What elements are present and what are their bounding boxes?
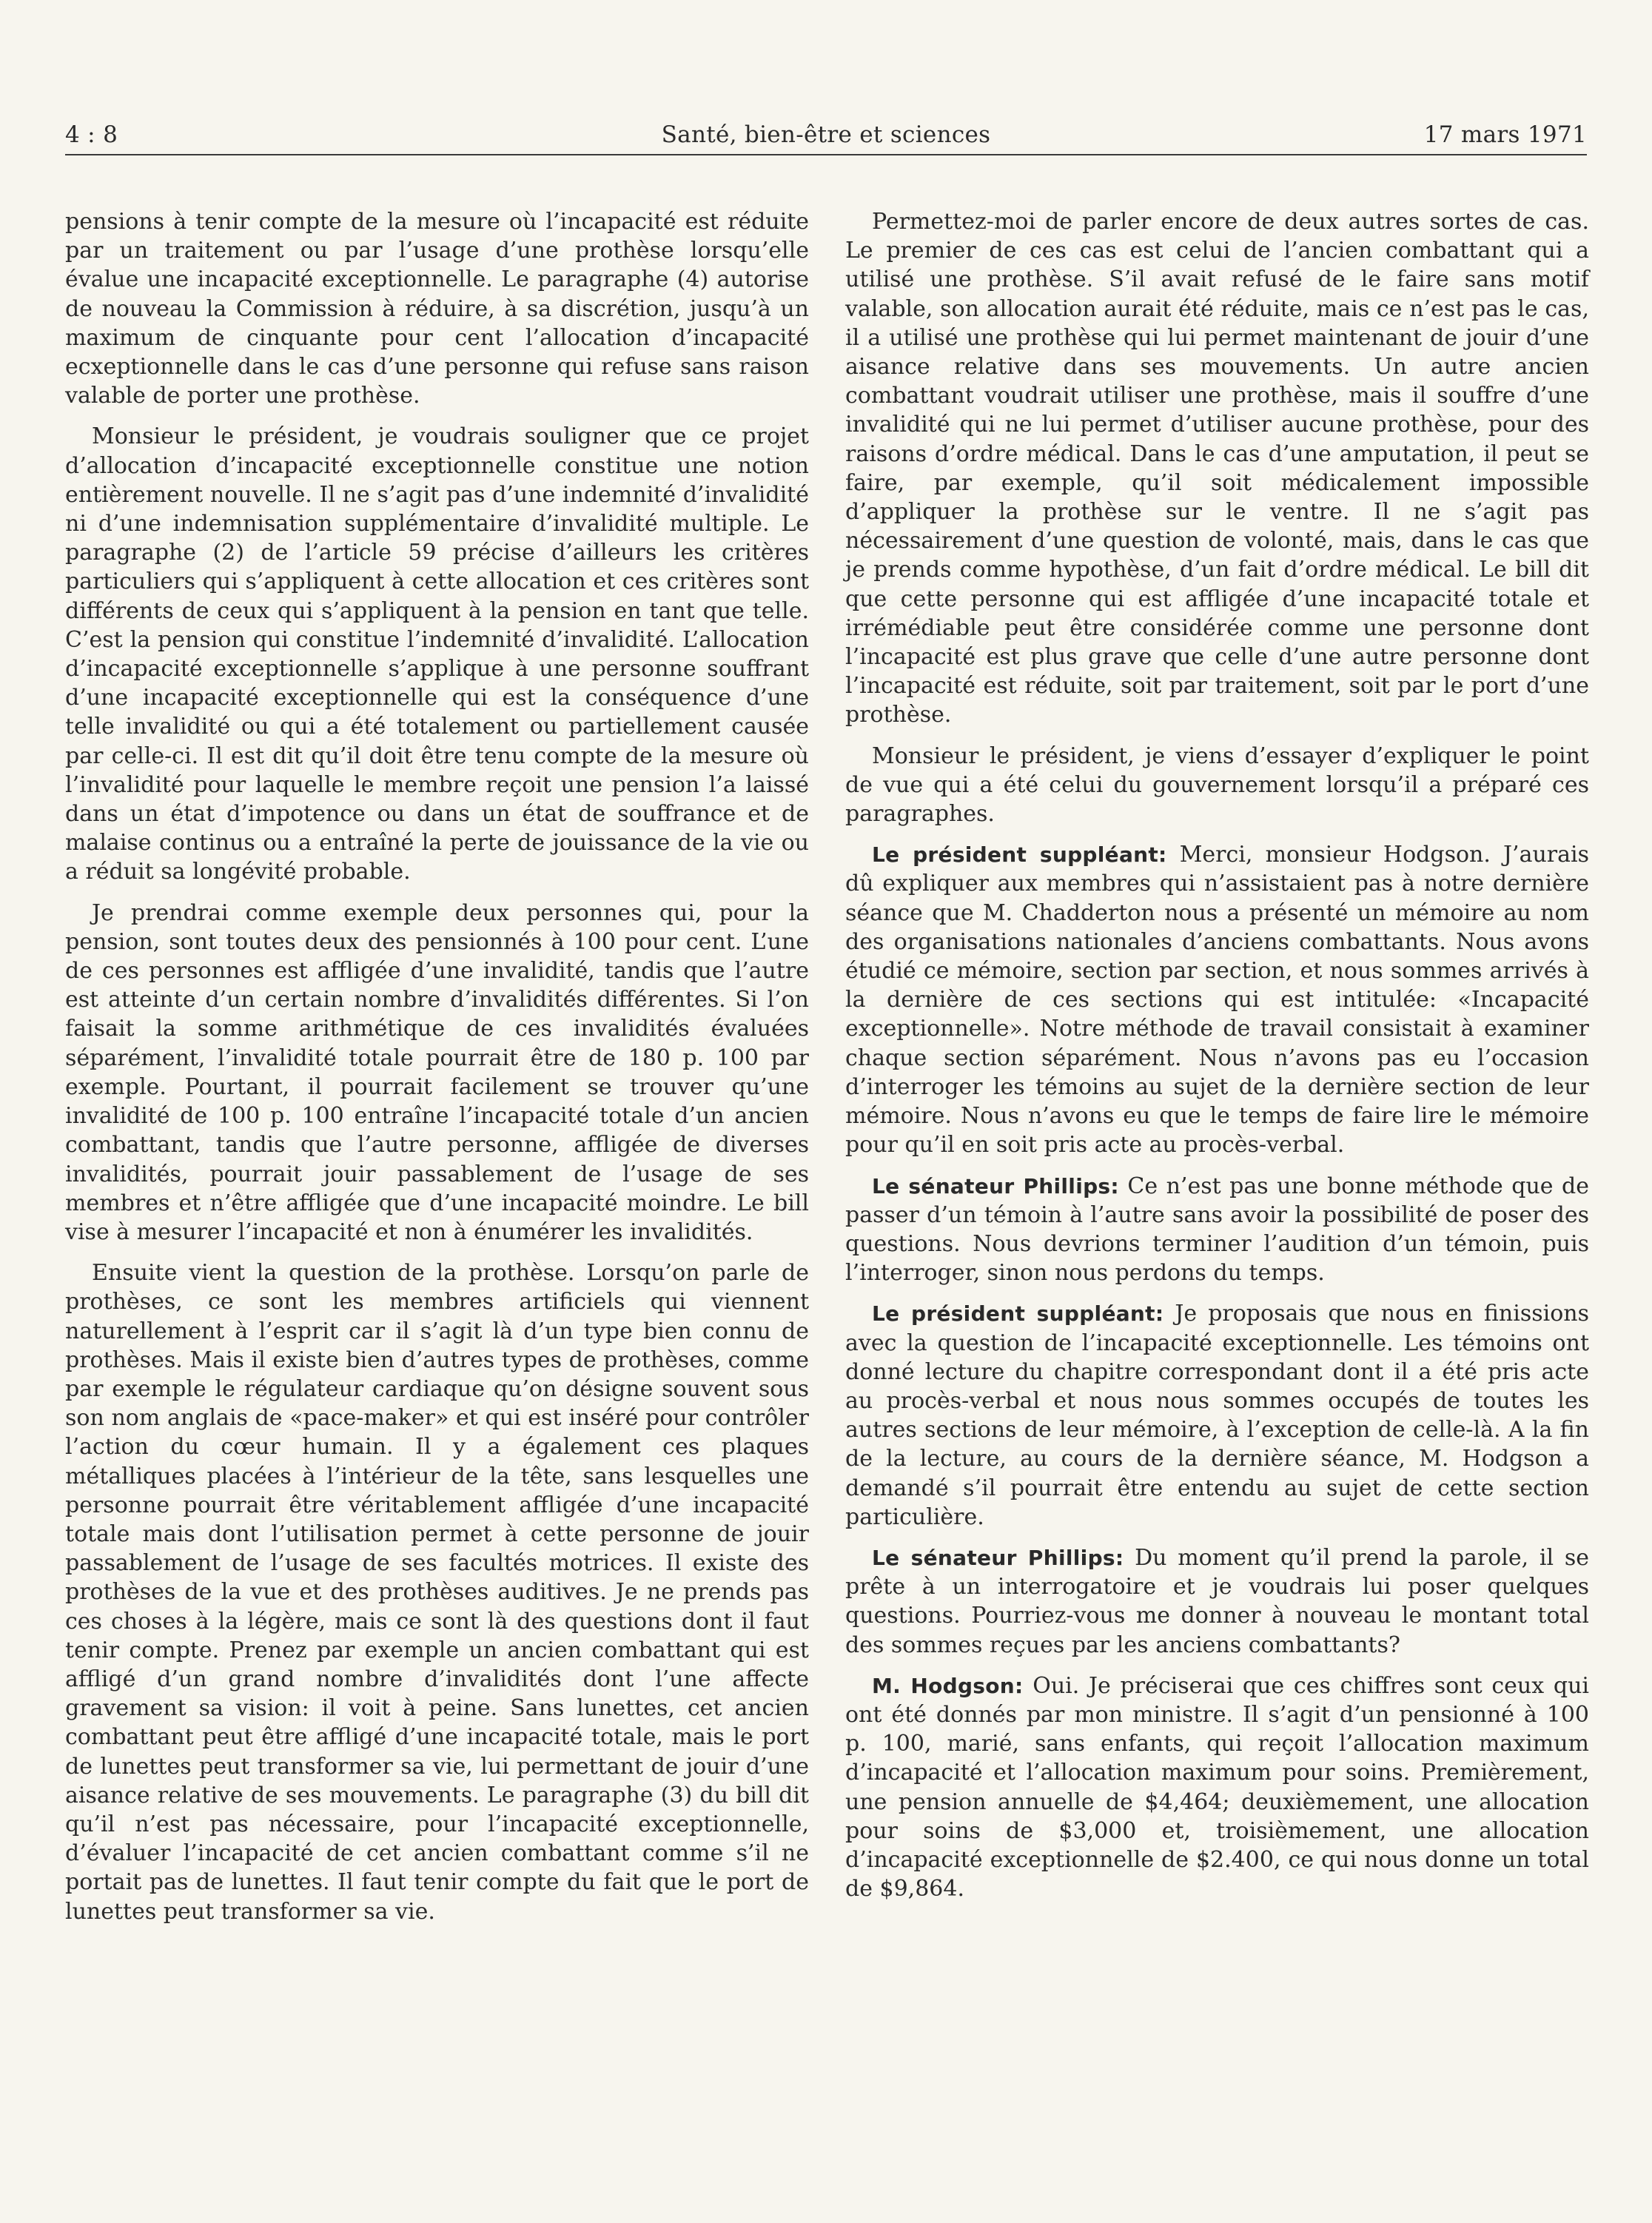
speech-text: Ce n’est pas une bonne méthode que de passer d’un témoin à l’autre sans avoir la possibilité de poser des questions. Nous devrions terminer l’audition d’un témoin, puis l’interroger, sinon nous perdons du temps. [845,1173,1589,1287]
paragraph: Permettez-moi de parler encore de deux autres sortes de cas. Le premier de ces cas est celui de l’ancien combattant qui a utilisé une prothèse. S’il avait refusé de le faire sans motif valable, son allocation aurait été réduite, mais ce n’est pas le cas, il a utilisé une prothèse qui lui permet maintenant de jouir d’une aisance relative dans ses mouvements. Un autre ancien combattant voudrait utiliser une prothèse, mais il souffre d’une invalidité qui ne lui permet d’utiliser aucune prothèse, pour des raisons d’ordre médical. Dans le cas d’une amputation, il peut se faire, par exemple, qu’il soit médicalement impossible d’appliquer la prothèse sur le ventre. Il ne s’agit pas nécessairement d’une question de volonté, mais, dans le cas que je prends comme hypothèse, d’un fait d’ordre médical. Le bill dit que cette personne qui est affligée d’une incapacité totale et irrémédiable peut être considérée comme une personne dont l’incapacité est plus grave que celle d’une autre personne dont l’incapacité est réduite, soit par traitement, soit par le port d’une prothèse. [845,209,1589,728]
paragraph: Monsieur le président, je viens d’essayer d’expliquer le point de vue qui a été celui du gouvernement lorsqu’il a préparé ces paragraphes. [845,742,1589,828]
speaker-name: Le président suppléant: [872,842,1167,868]
page-header [65,120,1587,157]
speech-paragraph [845,1672,1589,1904]
speech-paragraph [845,1543,1589,1660]
paragraph: Je prendrai comme exemple deux personnes qui, pour la pension, sont toutes deux des pensionnés à 100 pour cent. L’une de ces personnes est affligée d’une invalidité, tandis que l’autre est atteinte d’un certain nombre d’invalidités différentes. Si l’on faisait la somme arithmétique de ces invalidités évaluées séparément, l’invalidité totale pourrait être de 180 p. 100 par exemple. Pourtant, il pourrait facilement se trouver qu’une invalidité de 100 p. 100 entraîne l’incapacité totale d’un ancien combattant, tandis que l’autre personne, affligée de diverses invalidités, pourrait jouir passablement de l’usage de ses membres et n’être affligée que d’une incapacité moindre. Le bill vise à mesurer l’incapacité et non à énumérer les invalidités. [65,899,809,1245]
speech-paragraph [845,1172,1589,1288]
paragraph: pensions à tenir compte de la mesure où l’incapacité est réduite par un traitement ou par l’usage d’une prothèse lorsqu’elle évalue une incapacité exceptionnelle. Le paragraphe (4) autorise de nouveau la Commission à réduire, à sa discrétion, jusqu’à un maximum de cinquante pour cent l’allocation d’incapacité ecxeptionnelle dans le cas d’une personne qui refuse sans raison valable de porter une prothèse. [65,209,809,409]
speech-text: Oui. Je préciserai que ces chiffres sont ceux qui ont été donnés par mon ministre. Il s’agit d’un pensionné à 100 p. 100, marié, sans enfants, qui reçoit l’allocation maximum d’incapacité et l’allocation maximum pour soins. Premièrement, une pension annuelle de $4,464; deuxièmement, une allocation pour soins de $3,000 et, troisièmement, une allocation d’incapacité exceptionnelle de $2.400, ce qui nous donne un total de $9,864. [845,1672,1589,1902]
speaker-name: M. Hodgson: [872,1673,1024,1698]
speech-paragraph [845,840,1589,1159]
header-rule [65,154,1587,155]
speech-paragraph [845,1299,1589,1532]
paragraph: Monsieur le président, je voudrais souligner que ce projet d’allocation d’incapacité exceptionnelle constitue une notion entièrement nouvelle. Il ne s’agit pas d’une indemnité d’invalidité ni d’une indemnisation supplémentaire d’invalidité multiple. Le paragraphe (2) de l’article 59 précise d’ailleurs les critères particuliers qui s’appliquent à cette allocation et ces critères sont différents de ceux qui s’appliquent à la pension en tant que telle. C’est la pension qui constitue l’indemnité d’invalidité. L’allocation d’incapacité exceptionnelle s’applique à une personne souffrant d’une incapacité exceptionnelle qui est la conséquence d’une telle invalidité ou qui a été totalement ou partiellement causée par celle-ci. Il est dit qu’il doit être tenu compte de la mesure où l’invalidité pour laquelle le membre reçoit une pension l’a laissé dans un état d’impotence ou dans un état de souffrance et de malaise continus ou a entraîné la perte de jouissance de la vie ou a réduit sa longévité probable. [65,423,809,885]
left-column [65,207,809,1938]
speech-text: Je proposais que nous en finissions avec la question de l’incapacité exceptionnelle. Les témoins ont donné lecture du chapitre correspondant dont il a été pris acte au procès-verbal et nous nous sommes occupés de toutes les autres sections de leur mémoire, à l’exception de celle-là. A la fin de la lecture, au cours de la dernière séance, M. Hodgson a demandé s’il pourrait être entendu au sujet de cette section particulière. [845,1301,1589,1530]
speech-text: Merci, monsieur Hodgson. J’aurais dû expliquer aux membres qui n’assistaient pas à notre dernière séance que M. Chadderton nous a présenté un mémoire au nom des organisations nationales d’anciens combattants. Nous avons étudié ce mémoire, section par section, et nous sommes arrivés à la dernière de ces sections qui est intitulée: «Incapacité exceptionnelle». Notre méthode de travail consistait à examiner chaque section séparément. Nous n’avons pas eu l’occasion d’interroger les témoins au sujet de la dernière section de leur mémoire. Nous n’avons eu que le temps de faire lire le mémoire pour qu’il en soit pris acte au procès-verbal. [845,842,1589,1159]
speaker-name: Le sénateur Phillips: [872,1173,1119,1198]
header-date: 17 mars 1971 [1423,121,1587,148]
speaker-name: Le sénateur Phillips: [872,1545,1124,1570]
header-title: Santé, bien-être et sciences [661,121,991,148]
page-number: 4 : 8 [65,121,118,148]
right-column [845,207,1589,1915]
speaker-name: Le président suppléant: [872,1301,1164,1327]
paragraph: Ensuite vient la question de la prothèse. Lorsqu’on parle de prothèses, ce sont les membres artificiels qui viennent naturellement à l’esprit car il s’agit là d’un type bien connu de prothèses. Mais il existe bien d’autres types de prothèses, comme par exemple le régulateur cardiaque qu’on désigne souvent sous son nom anglais de «pace-maker» et qui est inséré pour contrôler l’action du cœur humain. Il y a également ces plaques métalliques placées à l’intérieur de la tête, sans lesquelles une personne pourrait être véritablement affligée d’une incapacité totale mais dont l’utilisation permet à cette personne de jouir passablement de l’usage de ses facultés motrices. Il existe des prothèses de la vue et des prothèses auditives. Je ne prends pas ces choses à la légère, mais ce sont là des questions dont il faut tenir compte. Prenez par exemple un ancien combattant qui est affligé d’un grand nombre d’invalidités dont l’une affecte gravement sa vision: il voit à peine. Sans lunettes, cet ancien combattant peut être affligé d’une incapacité totale, mais le port de lunettes peut transformer sa vie, lui permettant de jouir d’une aisance relative de ses mouvements. Le paragraphe (3) du bill dit qu’il n’est pas nécessaire, pour l’incapacité exceptionnelle, d’évaluer l’incapacité de cet ancien combattant comme s’il ne portait pas de lunettes. Il faut tenir compte du fait que le port de lunettes peut transformer sa vie. [65,1260,809,1925]
speech-text: Du moment qu’il prend la parole, il se prête à un interrogatoire et je voudrais lui poser quelques questions. Pourriez-vous me donner à nouveau le montant total des sommes reçues par les anciens combattants? [845,1544,1589,1658]
